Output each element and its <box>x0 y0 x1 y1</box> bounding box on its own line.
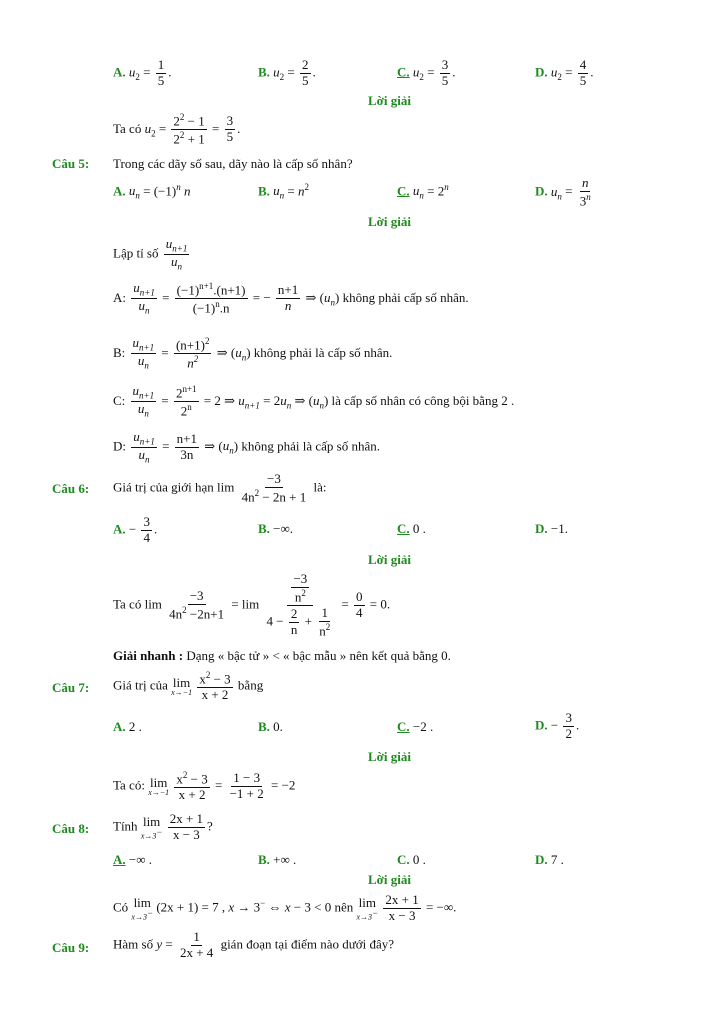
q8-option-b[interactable]: B. +∞ . <box>258 852 297 867</box>
q6-solution-title: Lời giải <box>368 552 411 567</box>
q5-line-b: B: $\frac{u_{n+1}}{u_n}$ = $\frac{(n+1)^2}{n^2}$ ⇒ $(u_n)$ không phải là cấp số nhân. <box>113 335 393 371</box>
q7-question: Giá trị của lim x→−1 $\frac{x^2 - 3}{x + 2}$ bằng <box>113 670 264 703</box>
q5-option-c[interactable]: C. $u_n = 2^n$ <box>397 182 449 201</box>
q6-option-c[interactable]: C. 0 . <box>397 521 426 536</box>
q5-option-b[interactable]: B. $u_n = n^2$ <box>258 182 310 201</box>
q9-label: Câu 9: <box>52 940 90 955</box>
q4-solution: Ta có $u_2$ = $\frac{2^2 - 1}{2^2 + 1}$ = $\frac{3}{5}$ . <box>113 112 241 147</box>
q8-option-c[interactable]: C. 0 . <box>397 852 426 867</box>
q6-option-d[interactable]: D. −1. <box>535 521 568 536</box>
q4-solution-title: Lời giải <box>368 93 411 108</box>
q9-question: Hàm số y = $\frac{1}{2x + 4}$ gián đoạn tại điểm nào dưới đây? <box>113 929 395 960</box>
q5-line-c: C: $\frac{u_{n+1}}{u_n}$ = $\frac{2^{n+1}}{2^n}$ = 2 ⇒ $u_{n+1} = 2u_n$ ⇒ $(u_n)$ là cấp số nhân có công bội bằng 2 . <box>113 383 515 419</box>
q7-solution: Ta có: lim x→−1 $\frac{x^2 - 3}{x + 2}$ = $\frac{1 - 3}{-1 + 2}$ = −2 <box>113 770 296 803</box>
q5-option-a[interactable]: A. $u_n = (-1)^n$ n <box>113 182 191 201</box>
q4-option-b[interactable]: B. $u_2$ = $\frac{2}{5}$ . <box>258 57 316 88</box>
q7-option-a[interactable]: A. 2 . <box>113 719 142 734</box>
q6-label: Câu 6: <box>52 481 90 496</box>
q8-label: Câu 8: <box>52 821 90 836</box>
q7-solution-title: Lời giải <box>368 749 411 764</box>
q4-option-a[interactable]: A. $u_2$ = $\frac{1}{5}$ . <box>113 57 172 88</box>
q6-quick: Giải nhanh : Dạng « bậc tử » < « bậc mẫu » nên kết quả bằng 0. <box>113 648 451 663</box>
q6-option-a[interactable]: A. − $\frac{3}{4}$ . <box>113 514 158 545</box>
q7-option-b[interactable]: B. 0. <box>258 719 283 734</box>
q6-solution: Ta có lim $\frac{-3}{4n^2 -2n+1}$ = lim $\frac{-3}{n^2}$ 4 − $\frac{2}{n}$ + $\frac{1}{n^2}$ = $\frac{0}{4}$ = 0. <box>113 571 391 639</box>
q7-option-c[interactable]: C. −2 . <box>397 719 434 734</box>
q5-option-d[interactable]: D. $u_n$ = $\frac{n}{3^n}$ <box>535 175 591 209</box>
q6-question: Giá trị của giới hạn lim $\frac{-3}{4n^2 - 2n + 1}$ là: <box>113 471 327 505</box>
q5-line-d: D: $\frac{u_{n+1}}{u_n}$ = $\frac{n+1}{3n}$ ⇒ $(u_n)$ không phải là cấp số nhân. <box>113 429 380 465</box>
q5-label: Câu 5: <box>52 156 90 171</box>
q8-solution: Có lim x→3− (2x + 1) = 7 , x → 3− ⇔ x − 3 < 0 nên lim x→3− $\frac{2x + 1}{x - 3}$ = −∞. <box>113 892 457 923</box>
q6-option-b[interactable]: B. −∞. <box>258 521 294 536</box>
q5-line-a: A: $\frac{u_{n+1}}{u_n}$ = $\frac{(-1)^{n+1}.(n+1)}{(-1)^n.n}$ = − $\frac{n+1}{n}$ ⇒ $(u_n)$ không phải cấp số nhân. <box>113 280 469 316</box>
q7-option-d[interactable]: D. − $\frac{3}{2}$ . <box>535 710 580 741</box>
q5-intro: Lập tỉ số $\frac{u_{n+1}}{u_n}$ <box>113 236 188 272</box>
q7-label: Câu 7: <box>52 680 90 695</box>
q8-option-d[interactable]: D. 7 . <box>535 852 564 867</box>
q8-question: Tính lim x→3− $\frac{2x + 1}{x - 3}$ ? <box>113 811 213 842</box>
q4-option-c[interactable]: C. $u_2$ = $\frac{3}{5}$ . <box>397 57 456 88</box>
q5-question: Trong các dãy số sau, dãy nào là cấp số nhân? <box>113 156 353 171</box>
q5-solution-title: Lời giải <box>368 214 411 229</box>
q8-option-a[interactable]: A. −∞ . <box>113 852 152 867</box>
q4-option-d[interactable]: D. $u_2$ = $\frac{4}{5}$ . <box>535 57 594 88</box>
q8-solution-title: Lời giải <box>368 872 411 887</box>
